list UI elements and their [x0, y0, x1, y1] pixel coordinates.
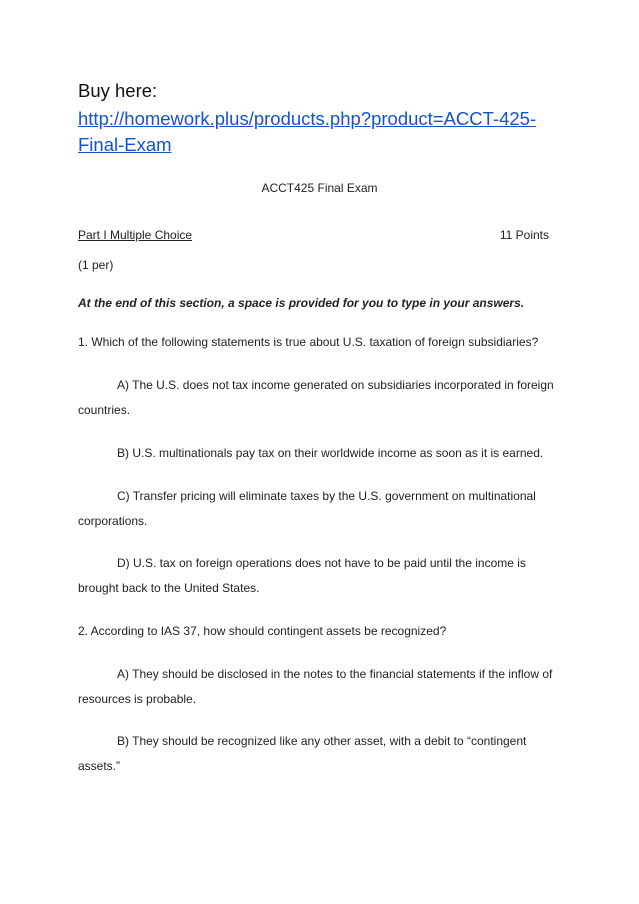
- question-2-option-b-line1: B) They should be recognized like any other asset, with a debit to “contingent: [117, 734, 527, 748]
- buy-here-label: Buy here:: [78, 80, 158, 101]
- product-link[interactable]: [78, 106, 568, 158]
- points-per-label: (1 per): [78, 258, 114, 272]
- product-link-line2[interactable]: Final-Exam: [78, 134, 172, 155]
- question-1-option-a-line1: A) The U.S. does not tax income generated on subsidiaries incorporated in foreign: [117, 378, 554, 392]
- question-1-text: 1. Which of the following statements is true about U.S. taxation of foreign subsidiaries?: [78, 335, 539, 349]
- question-1-option-d-line1: D) U.S. tax on foreign operations does not have to be paid until the income is: [117, 556, 526, 570]
- product-link-line1[interactable]: http://homework.plus/products.php?product=ACCT-425-: [78, 108, 537, 129]
- question-1-option-c-line2: corporations.: [78, 514, 148, 528]
- instructions: At the end of this section, a space is provided for you to type in your answers.: [78, 296, 525, 310]
- points-label: 11 Points: [499, 228, 549, 242]
- question-2-text: 2. According to IAS 37, how should contingent assets be recognized?: [78, 624, 447, 638]
- part-title: Part I Multiple Choice: [78, 228, 193, 242]
- question-1-option-a-line2: countries.: [78, 403, 131, 417]
- question-2-option-a-line1: A) They should be disclosed in the notes to the financial statements if the inflow of: [117, 667, 553, 681]
- question-1-option-d-line2: brought back to the United States.: [78, 581, 260, 595]
- question-1-option-c-line1: C) Transfer pricing will eliminate taxes by the U.S. government on multinational: [117, 489, 536, 503]
- question-2-option-a-line2: resources is probable.: [78, 692, 197, 706]
- question-2-option-b-line2: assets.”: [78, 759, 121, 773]
- question-1-option-b-line1: B) U.S. multinationals pay tax on their worldwide income as soon as it is earned.: [117, 446, 544, 460]
- document-title: ACCT425 Final Exam: [261, 181, 378, 195]
